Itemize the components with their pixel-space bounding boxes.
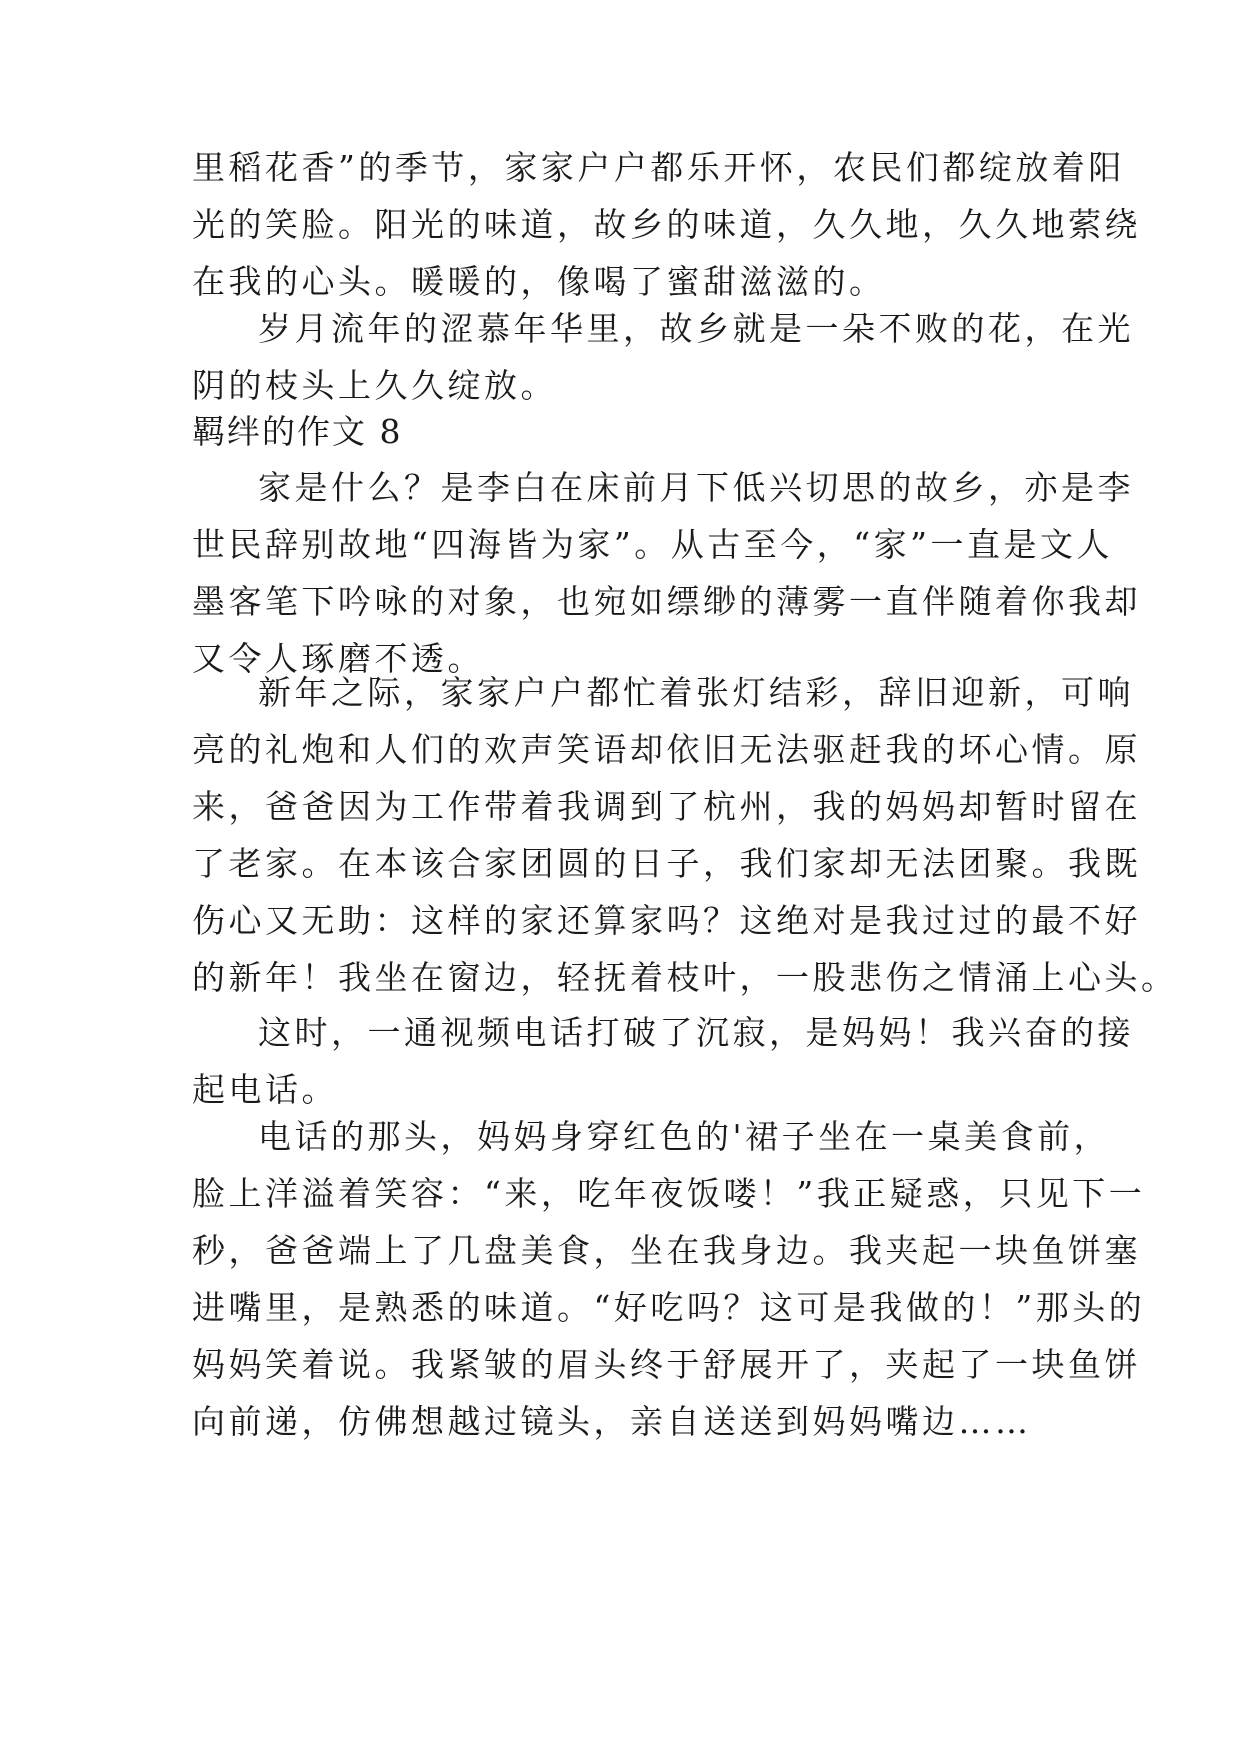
paragraph-video-call: [192, 1004, 1134, 1118]
heading-text: 羁绊的作文 8: [192, 412, 403, 451]
paragraph-new-year: [192, 664, 1178, 1006]
paragraph-what-is-home: [192, 459, 1141, 687]
text-line: 向前递，仿佛想越过镜头，亲自送送到妈妈嘴边……: [192, 1402, 1032, 1441]
text-line: 电话的那头，妈妈身穿红色的'裙子坐在一桌美食前，: [258, 1117, 1111, 1156]
text-line: 脸上洋溢着笑容：“来，吃年夜饭喽！”我正疑惑，只见下一: [192, 1174, 1146, 1213]
text-line: 来，爸爸因为工作带着我调到了杭州，我的妈妈却暂时留在: [192, 787, 1141, 826]
text-line: 妈妈笑着说。我紧皱的眉头终于舒展开了，夹起了一块鱼饼: [192, 1345, 1141, 1384]
text-line: 新年之际，家家户户都忙着张灯结彩，辞旧迎新，可响: [258, 673, 1134, 712]
text-line: 里稻花香”的季节，家家户户都乐开怀，农民们都绽放着阳: [192, 148, 1125, 187]
text-line: 进嘴里，是熟悉的味道。“好吃吗？这可是我做的！”那头的: [192, 1288, 1146, 1327]
text-line: 伤心又无助：这样的家还算家吗？这绝对是我过过的最不好: [192, 901, 1141, 940]
text-line: 岁月流年的涩慕年华里，故乡就是一朵不败的花，在光: [258, 309, 1134, 348]
text-line: 家是什么？是李白在床前月下低兴切思的故乡，亦是李: [258, 468, 1134, 507]
text-line: 世民辞别故地“四海皆为家”。从古至今，“家”一直是文人: [192, 525, 1113, 564]
text-line: 墨客笔下吟咏的对象，也宛如缥缈的薄雾一直伴随着你我却: [192, 582, 1141, 621]
text-line: 亮的礼炮和人们的欢声笑语却依旧无法驱赶我的坏心情。原: [192, 730, 1141, 769]
text-line: 在我的心头。暖暖的，像喝了蜜甜滋滋的。: [192, 262, 886, 301]
section-heading: [192, 403, 1054, 460]
text-line: 秒，爸爸端上了几盘美食，坐在我身边。我夹起一块鱼饼塞: [192, 1231, 1141, 1270]
text-line: 光的笑脸。阳光的味道，故乡的味道，久久地，久久地萦绕: [192, 205, 1141, 244]
paragraph-reunion-dinner: [192, 1108, 1146, 1450]
text-line: 起电话。: [192, 1070, 338, 1109]
paragraph-hometown-ending: [192, 139, 1141, 310]
text-line: 阴的枝头上久久绽放。: [192, 366, 557, 405]
text-line: 这时，一通视频电话打破了沉寂，是妈妈！我兴奋的接: [258, 1013, 1134, 1052]
text-line: 的新年！我坐在窗边，轻抚着枝叶，一股悲伤之情涌上心头。: [192, 958, 1178, 997]
text-line: 了老家。在本该合家团圆的日子，我们家却无法团聚。我既: [192, 844, 1141, 883]
paragraph-years: [192, 300, 1134, 414]
text-line: 又令人琢磨不透。: [192, 639, 484, 678]
